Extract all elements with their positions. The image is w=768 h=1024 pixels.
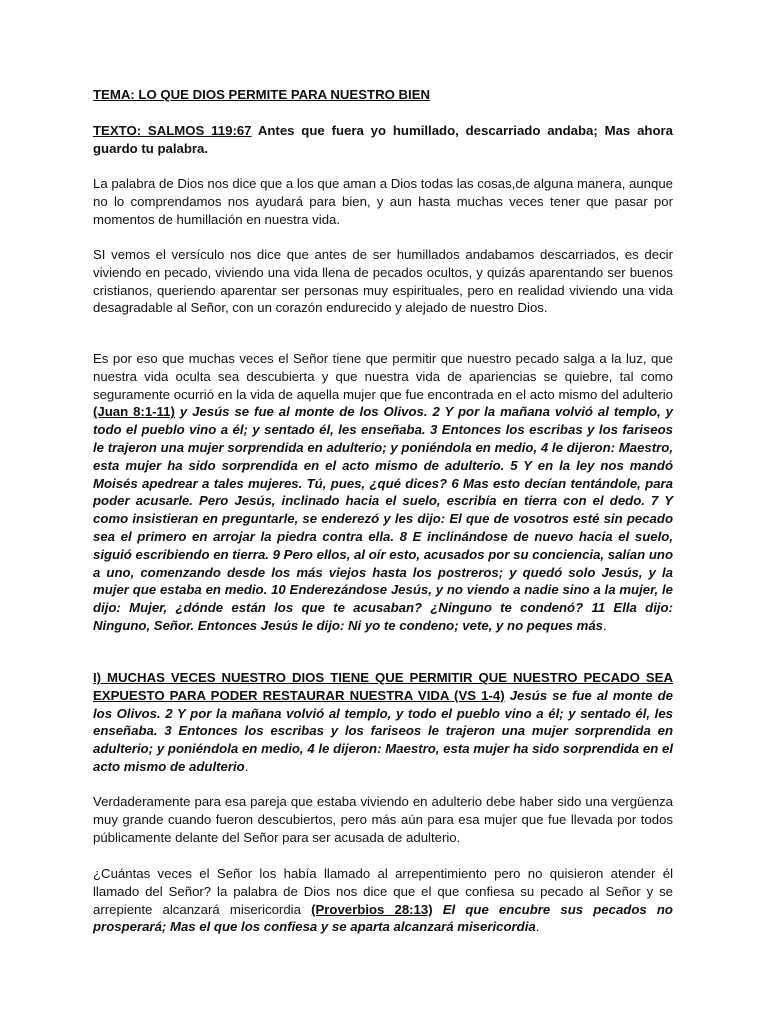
paragraph-text: Es por eso que muchas veces el Señor tiene que permitir que nuestro pecado salga a la luz, que nuestra vida oculta sea descubierta y que nuestra vida de apariencias se quiebre, tal como seguramente ocurrió en la vida de aquella mujer que fue encontrada en el acto mismo del adulterio — [93, 351, 673, 402]
paragraph-intro: La palabra de Dios nos dice que a los que aman a Dios todas las cosas,de alguna manera, aunque no lo comprendamos nos ayudará para bien, y aun hasta muchas veces tener que pasar por momentos de humillación en nuestra vida. — [93, 176, 673, 227]
paragraph-proverbios — [93, 865, 673, 936]
scripture-passage: Jesús se fue al monte de los Olivos. 2 Y por la mañana volvió al templo, y todo el pueblo vino a él; y sentado él, les enseñaba. 3 Entonces los escribas y los fariseos le trajeron una mujer sorprendida en adulterio; y poniéndola en medio, 4 le dijeron: Maestro, esta mujer ha sido sorprendida en el acto mismo de adulterio — [93, 687, 673, 774]
key-verse-paragraph — [93, 122, 673, 158]
key-verse-reference: TEXTO: SALMOS 119:67 — [93, 123, 252, 138]
scripture-passage: y Jesús se fue al monte de los Olivos. 2 Y por la mañana volvió al templo, y todo el pueblo vino a él; y sentado él, les enseñaba. 3 Entonces los escribas y los fariseos le trajeron una mujer sorprendida en adulterio; y poniéndola en medio, 4 le dijeron: Maestro, esta mujer ha sido sorprendida en el acto mismo de adulterio. 5 Y en la ley nos mandó Moisés apedrear a tales mujeres. Tú, pues, ¿qué dices? 6 Mas esto decían tentándole, para poder acusarle. Pero Jesús, inclinado hacia el suelo, escribía en tierra con el dedo. 7 Y como insistieran en preguntarle, se enderezó y les dijo: El que de vosotros esté sin pecado sea el primero en arrojar la piedra contra ella. 8 E inclinándose de nuevo hacia el suelo, siguió escribiendo en tierra. 9 Pero ellos, al oír esto, acusados por su conciencia, salían uno a uno, comenzando desde los más viejos hasta los postreros; y quedó solo Jesús, y la mujer que estaba en medio. 10 Enderezándose Jesús, y no viendo a nadie sino a la mujer, le dijo: Mujer, ¿dónde están los que te acusaban? ¿Ninguno te condenó? 11 Ella dijo: Ninguno, Señor. Entonces Jesús le dijo: Ni yo te condeno; vete, y no peques más — [93, 404, 674, 633]
punctuation: . — [244, 758, 249, 774]
scripture-reference: (Juan 8:1-11) — [93, 404, 175, 420]
paragraph-text: ¿Cuántas veces el Señor los había llamado al arrepentimiento pero no quisieron atender él llamado del Señor? la palabra de Dios nos dice que el que confiesa su pecado al Señor y se arrepiente alcanzará misericordia — [93, 866, 673, 917]
section-heading: I) MUCHAS VECES NUESTRO DIOS TIENE QUE PERMITIR QUE NUESTRO PECADO SEA EXPUESTO PARA PODER RESTAURAR NUESTRA VIDA (VS 1-4) — [93, 670, 673, 703]
scripture-reference: (Proverbios 28:13) — [311, 901, 433, 917]
scripture-passage: El que encubre sus pecados no prosperará; Mas el que los confiesa y se aparta alcanzará misericordia — [93, 901, 673, 935]
document-title: TEMA: LO QUE DIOS PERMITE PARA NUESTRO BIEN — [93, 87, 431, 102]
paragraph-humillados: SI vemos el versículo nos dice que antes de ser humillados andabamos descarriados, es decir viviendo en pecado, viviendo una vida llena de pecados ocultos, y quizás aparentando ser buenos cristianos, queriendo aparentar ser personas muy espirituales, pero en realidad viviendo una vida desagradable al Señor, con un corazón endurecido y alejado de nuestro Dios. — [93, 247, 673, 316]
punctuation: . — [603, 617, 607, 633]
section-one-paragraph — [93, 669, 673, 776]
paragraph-verguenza: Verdaderamente para esa pareja que estaba viviendo en adulterio debe haber sido una vergüenza muy grande cuando fueron descubiertos, pero más aún para esa mujer que fue llevada por todos públicamente delante del Señor para ser acusada de adulterio. — [93, 794, 673, 845]
punctuation: . — [535, 919, 540, 935]
paragraph-juan-passage — [93, 350, 673, 635]
key-verse-text: Antes que fuera yo humillado, descarriado andaba; Mas ahora guardo tu palabra. — [93, 123, 673, 156]
